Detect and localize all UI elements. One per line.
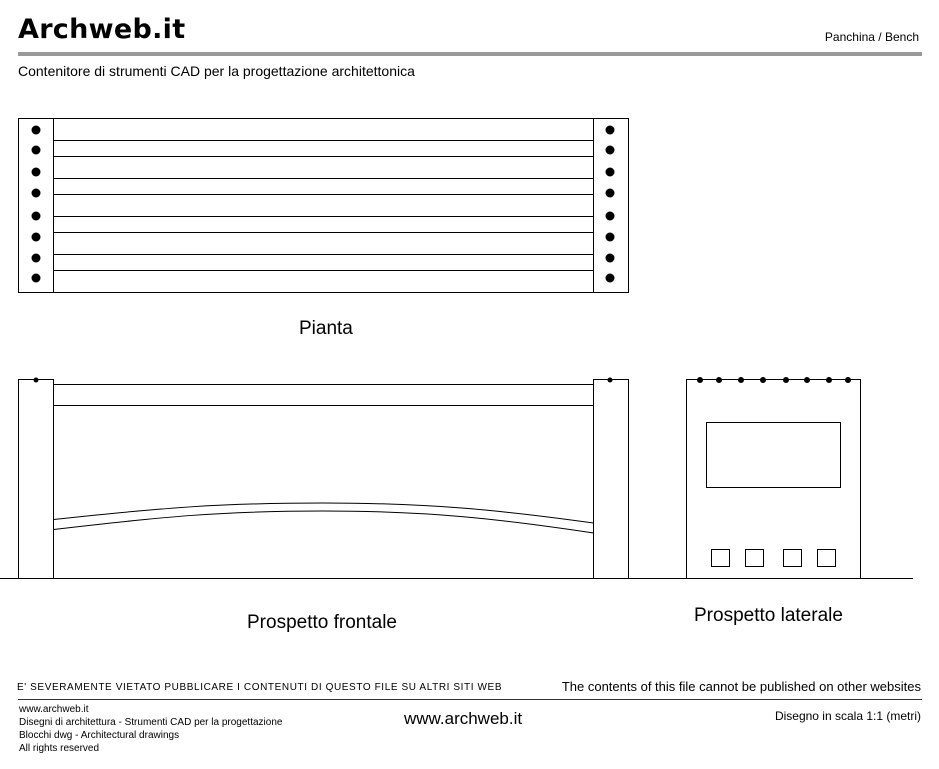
bolt bbox=[783, 377, 789, 383]
side-slot bbox=[784, 550, 802, 567]
bolt bbox=[32, 126, 41, 135]
bolt bbox=[760, 377, 766, 383]
bolt bbox=[716, 377, 722, 383]
side-outline bbox=[687, 380, 861, 579]
bolt bbox=[845, 377, 851, 383]
bolt bbox=[697, 377, 703, 383]
label-plan: Pianta bbox=[299, 318, 353, 339]
bolt bbox=[606, 254, 615, 263]
bolt bbox=[32, 212, 41, 221]
bolt bbox=[606, 274, 615, 283]
notice-italian: E' SEVERAMENTE VIETATO PUBBLICARE I CONTENUTI DI QUESTO FILE SU ALTRI SITI WEB bbox=[17, 682, 503, 693]
bolt bbox=[608, 378, 613, 383]
side-slot bbox=[712, 550, 730, 567]
bolt bbox=[606, 126, 615, 135]
side-slot bbox=[818, 550, 836, 567]
subtitle: Contenitore di strumenti CAD per la progettazione architettonica bbox=[18, 63, 415, 79]
front-right-leg bbox=[594, 380, 629, 579]
bolt bbox=[32, 189, 41, 198]
plan-bolts bbox=[32, 126, 615, 283]
front-arch-lower bbox=[54, 511, 594, 533]
front-bolt-tops bbox=[34, 378, 613, 383]
bolt bbox=[32, 254, 41, 263]
side-opening bbox=[707, 423, 841, 488]
footer-line: Blocchi dwg - Architectural drawings bbox=[19, 730, 180, 741]
bolt bbox=[606, 212, 615, 221]
bolt bbox=[32, 168, 41, 177]
front-left-leg bbox=[19, 380, 54, 579]
bolt bbox=[32, 146, 41, 155]
bolt bbox=[32, 233, 41, 242]
front-elevation bbox=[0, 380, 913, 579]
drawing-scale: Disegno in scala 1:1 (metri) bbox=[774, 709, 921, 723]
drawing-title: Panchina / Bench bbox=[824, 30, 919, 44]
plan-view bbox=[19, 119, 629, 293]
front-arch-upper bbox=[54, 503, 594, 523]
bolt bbox=[804, 377, 810, 383]
footer-website: www.archweb.it bbox=[404, 709, 523, 728]
side-elevation bbox=[687, 380, 861, 579]
footer-line: Disegni di architettura - Strumenti CAD per la progettazione bbox=[19, 717, 283, 728]
footer-divider bbox=[18, 699, 922, 700]
bolt bbox=[34, 378, 39, 383]
side-slot bbox=[746, 550, 764, 567]
label-front-elevation: Prospetto frontale bbox=[247, 612, 397, 633]
bolt bbox=[606, 189, 615, 198]
notice-english: The contents of this file cannot be published on other websites bbox=[561, 679, 921, 694]
bolt bbox=[826, 377, 832, 383]
bolt bbox=[606, 168, 615, 177]
bolt bbox=[606, 233, 615, 242]
label-side-elevation: Prospetto laterale bbox=[694, 605, 843, 626]
bolt bbox=[32, 274, 41, 283]
bolt bbox=[606, 146, 615, 155]
plan-outline bbox=[19, 119, 629, 293]
footer-line: All rights reserved bbox=[19, 743, 100, 754]
footer-line: www.archweb.it bbox=[19, 704, 89, 715]
bolt bbox=[738, 377, 744, 383]
archweb-logo: Archweb.it bbox=[18, 14, 186, 45]
